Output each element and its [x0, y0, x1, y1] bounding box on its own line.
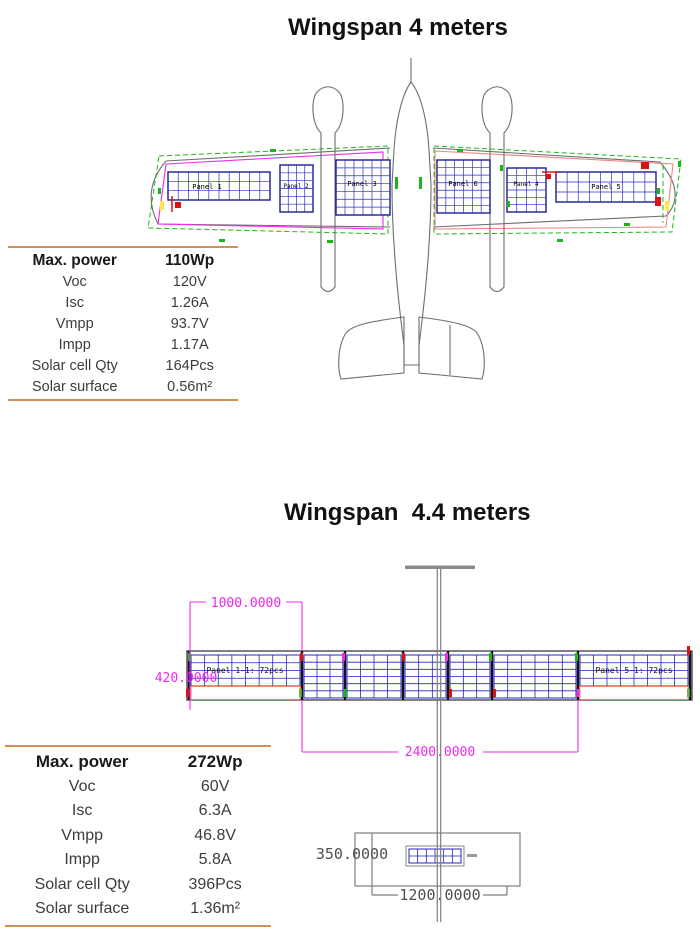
spec-label: Isc: [71, 802, 93, 820]
spec-value: 1.36m²: [190, 900, 241, 918]
spec-label: Voc: [68, 777, 96, 795]
wing-cell-6: [494, 655, 576, 698]
spec-value: 120V: [172, 273, 207, 290]
spec-row-isc: [8, 292, 238, 313]
spec-row-surface: [5, 897, 271, 922]
spec-label: Vmpp: [61, 826, 104, 844]
spec-label: Solar surface: [35, 900, 130, 918]
propeller-line: [405, 566, 475, 570]
tail-solar-panel: [409, 849, 461, 863]
solar-panel-1: [168, 172, 270, 200]
spec-label: Vmpp: [55, 315, 94, 332]
dimension-2400mm: [302, 700, 578, 760]
solar-panel-4: [507, 168, 546, 212]
svg-text:2400.0000: 2400.0000: [404, 745, 476, 760]
spec-row-vmpp: [5, 824, 271, 849]
panel-5-label: Panel 5: [591, 183, 621, 191]
spec-row-isc: [5, 799, 271, 824]
spec-row-impp: [8, 334, 238, 355]
spec-row-voc: [5, 775, 271, 800]
wing-cell-3: [347, 655, 401, 698]
spec-value: 110Wp: [165, 251, 215, 269]
fuselage-outline: [392, 82, 431, 365]
spec-value: 5.8A: [198, 851, 232, 869]
tail-stabilizer: [316, 833, 520, 904]
spec-label: Impp: [64, 851, 100, 869]
svg-text:420.0000: 420.0000: [154, 671, 218, 686]
page-title-wingspan-4-4m: Wingspan 4.4 meters: [284, 499, 531, 526]
panel-6-label: Panel 6: [448, 180, 478, 188]
wing-cell-5: [450, 655, 490, 698]
solar-panel-2: [280, 165, 313, 212]
spec-label: Max. power: [35, 752, 129, 772]
spec-row-max-power: [5, 750, 271, 775]
svg-text:1000.0000: 1000.0000: [210, 596, 282, 611]
panel-2-label: Panel 2: [283, 183, 309, 190]
spec-label: Solar cell Qty: [34, 875, 130, 893]
wing-cell-2: [304, 655, 343, 698]
spec-label: Voc: [62, 273, 87, 290]
page-title-wingspan-4m: Wingspan 4 meters: [288, 14, 508, 41]
spec-value: 1.26A: [170, 294, 209, 311]
spec-row-cell-qty: [5, 873, 271, 898]
panel-5-1-label: Panel 5-1: 72pcs: [595, 666, 673, 675]
dimension-420mm: [155, 671, 218, 686]
spec-row-voc: [8, 271, 238, 292]
spec-table-4-4m: [5, 745, 271, 927]
spec-value: 60V: [200, 777, 230, 795]
spec-row-cell-qty: [8, 355, 238, 376]
spec-label: Solar cell Qty: [31, 357, 118, 374]
spec-value: 1.17A: [170, 336, 209, 353]
spec-value: 164Pcs: [165, 357, 214, 374]
spec-label: Max. power: [32, 251, 117, 269]
panel-1-1-label: Panel 1-1: 72pcs: [206, 666, 284, 675]
yellow-marker-right: [665, 201, 669, 210]
spec-value: 272Wp: [187, 752, 243, 772]
spec-value: 0.56m²: [167, 378, 213, 395]
spec-value: 6.3A: [198, 802, 232, 820]
spec-label: Impp: [58, 336, 91, 353]
dimension-350mm: 350.0000: [315, 845, 389, 863]
spec-value: 396Pcs: [188, 875, 242, 893]
spec-label: Solar surface: [31, 378, 118, 395]
solar-panel-3: [336, 160, 390, 215]
spec-value: 93.7V: [170, 315, 209, 332]
panel-3-label: Panel 3: [347, 180, 377, 188]
dimension-1200mm: 1200.0000: [399, 886, 481, 904]
yellow-marker-left: [160, 201, 164, 210]
solar-panel-5: [556, 172, 656, 202]
spec-value: 46.8V: [194, 826, 237, 844]
spec-row-surface: [8, 376, 238, 397]
panel-4-label: Panel 4: [513, 181, 539, 188]
spec-label: Isc: [65, 294, 84, 311]
spec-row-max-power: [8, 250, 238, 271]
spec-table-4m: [8, 246, 238, 401]
panel-1-label: Panel 1: [192, 183, 222, 191]
spec-row-vmpp: [8, 313, 238, 334]
tail-panel-tiny-label: [467, 854, 477, 857]
solar-panel-6: [437, 160, 490, 213]
wing-cell-4: [405, 655, 446, 698]
spec-row-impp: [5, 848, 271, 873]
